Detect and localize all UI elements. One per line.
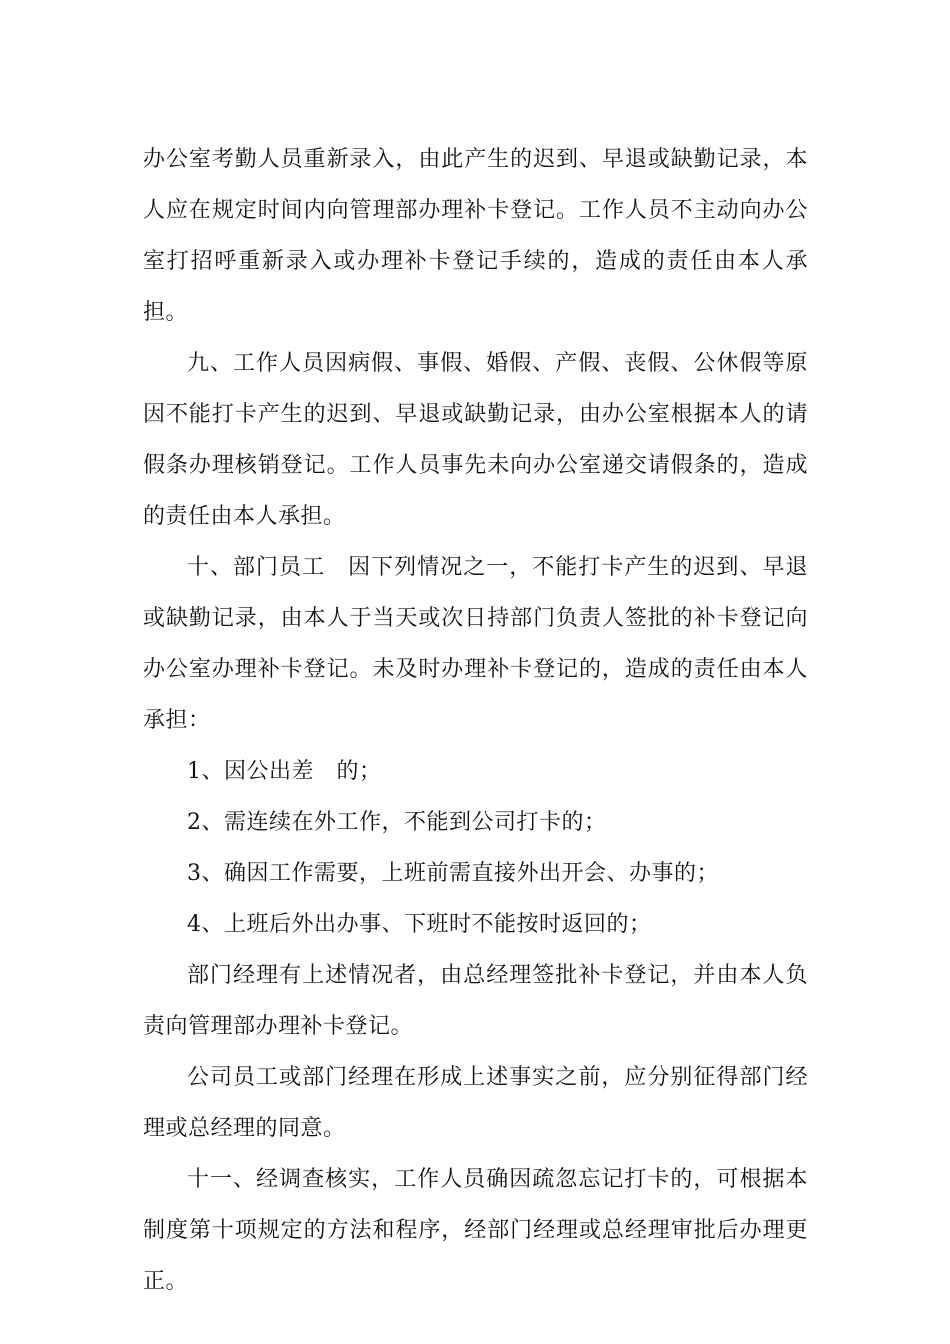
paragraph-continuation: 办公室考勤人员重新录入，由此产生的迟到、早退或缺勤记录，本人应在规定时间内向管理部办理补卡登记。工作人员不主动向办公室打招呼重新录入或办理补卡登记手续的，造成的责任由本人承担。 (143, 147, 808, 325)
paragraph-clause-9: 九、工作人员因病假、事假、婚假、产假、丧假、公休假等原因不能打卡产生的迟到、早退或缺勤记录，由办公室根据本人的请假条办理核销登记。工作人员事先未向办公室递交请假条的，造成的责任由本人承担。 (143, 351, 808, 529)
list-item-2: 2、需连续在外工作，不能到公司打卡的； (187, 810, 607, 835)
paragraph-manager-note: 部门经理有上述情况者，由总经理签批补卡登记，并由本人负责向管理部办理补卡登记。 (143, 963, 808, 1039)
paragraph-approval-note: 公司员工或部门经理在形成上述事实之前，应分别征得部门经理或总经理的同意。 (143, 1065, 808, 1141)
paragraph-clause-10: 十、部门员工 因下列情况之一，不能打卡产生的迟到、早退或缺勤记录，由本人于当天或次日持部门负责人签批的补卡登记向办公室办理补卡登记。未及时办理补卡登记的，造成的责任由本人承担： (143, 555, 808, 733)
list-item-3: 3、确因工作需要，上班前需直接外出开会、办事的； (187, 861, 719, 886)
list-item-1: 1、因公出差 的； (187, 759, 382, 784)
list-item-4: 4、上班后外出办事、下班时不能按时返回的； (187, 912, 652, 937)
document-body (143, 134, 808, 1307)
paragraph-clause-11: 十一、经调查核实，工作人员确因疏忽忘记打卡的，可根据本制度第十项规定的方法和程序，经部门经理或总经理审批后办理更正。 (143, 1167, 808, 1294)
